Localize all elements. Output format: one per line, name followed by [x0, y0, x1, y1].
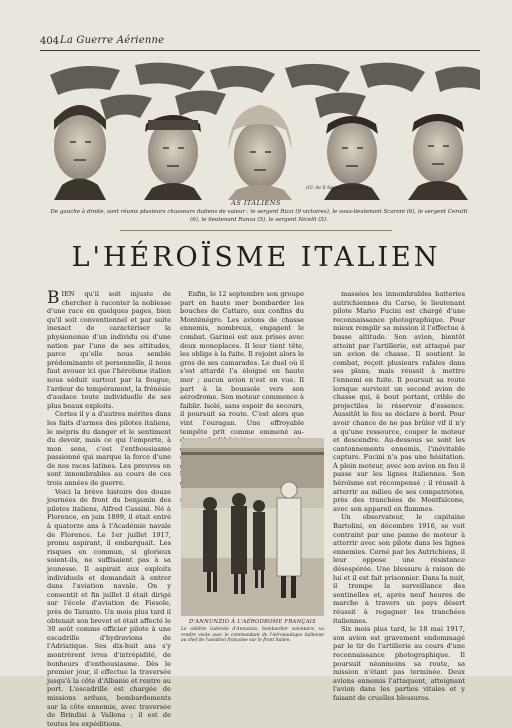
dannunzio-photo [181, 438, 324, 616]
portraits-caption-description: De gauche à droite, sont réunis plusieurs chasseurs italiens de valeur : le sergent Rizzi (9 victoires), le sous-lieutenant Scaroni (6), le sergent Cerutti (6), le lieutenant Ranza (5), le sergent Nicelli (5). [50, 209, 468, 223]
portraits-caption-title: AS ITALIENS [231, 199, 281, 207]
aerodrome-illustration [181, 438, 324, 616]
article-column-2 [180, 290, 304, 434]
photo-credit: (Cl. de Il Secolo Illustrato.) [306, 186, 368, 191]
article-paragraph: Un observateur, le capitaine Bartolini, en décembre 1916, se voit contraint par une panne de moteur à atterrir avec son pilote dans les lignes ennemies. Cerné par les Autrichiens, il leur oppose une résistance désespérée. Une blessure à raison de lui et il est fait prisonnier. Dans la nuit, il trompe la surveillance des sentinelles et, après neuf heures de marche à travers un pays désert réussit à regagner les tranchées italiennes. [333, 513, 465, 625]
portraits-illustration [40, 60, 480, 200]
article-paragraph: Certes il y a d'autres mérites dans les faits d'armes des pilotes italiens, le mépris du danger et le sentiment du devoir, mais ce qui l'emporte, à mon sens, c'est l'enthousiasme passionné qui marque la force d'une de nos races latines. Les preuves en sont innombrables au cours de ces trois années de guerre. [47, 410, 171, 488]
article-paragraph: massées les innombrables batteries autrichiennes du Carso, le lieutenant pilote Mario Fucini est chargé d'une reconnaissance photographique. Pour mieux remplir sa mission il l'effectue à basse altitude. Son avion, bientôt atteint par l'artillerie, est attaqué par un avion de chasse. Il soutient le combat, reçoit plusieurs rafales dans ses plans, mais réussit à mettre l'ennemi en fuite. Il poursuit sa route lorsque survient un second avion de chasse qui, à bout portant, crible de projectiles le réservoir d'essence. Aussitôt le feu se déclare à bord. Pour avoir chance de ne pas brûler vif il n'y a qu'une ressource, couper le moteur et descendre. Au-dessous se sont les cantonnements ennemis, l'inévitable capture. Fucini n'a pas une hésitation. À plein moteur, avec son avion en feu il passe sur les lignes italiennes. Son héroïsme est récompensé ; il réussit à atterrir au milieu de ses compatriotes, près des tranchées de Montfalcone, avec son appareil en flammes. [333, 290, 465, 513]
journal-title: La Guerre Aérienne [60, 35, 165, 46]
portrait-cerutti [228, 105, 292, 200]
portrait-nicelli [408, 114, 468, 200]
page-header [40, 36, 480, 50]
drop-cap: B [47, 288, 60, 308]
header-rule [40, 50, 480, 51]
title-rule [120, 230, 392, 231]
article-column-3 [333, 290, 465, 702]
page-number: 404 [40, 36, 60, 47]
photo-caption-title: D'ANNUNZIO À L'AÉRODROME FRANÇAIS [189, 619, 316, 625]
portrait-scaroni [144, 115, 202, 200]
article-paragraph: Voici la brève histoire des douze journées de front du benjamin des pilotes italiens, Alfred Cassini. Né à Florence, en juin 1899, il était entré à quatorze ans à l'Académie navale de Florence. Le 1er juillet 1917, promu aspirant, il embarquait. Les risques en commun, si glorieux soient-ils, ne suffisaient pas à sa jeunesse. Il aspirait aux exploits individuels et demandait à entrer dans l'aviation navale. On y consentit et fin juillet il était dirigé sur l'école d'aviation de Fiesole, près de Taranto. Un mois plus tard il obtenait son brevet et était affecté le 30 août comme officier pilote à une escadrille d'hydravions de l'Adriatique. Ses dix-huit ans s'y montrèrent ivres d'intrépidité, de bonheurs d'enthousiasme. Dès le premier jour, il effectue la traversée jusqu'à la côte d'Albanie et rentre au port. L'escadrille est chargée de missions ardues, bombardements sur la côte ennemie, avec traversée de Brindisi à Vallona ; il est de toutes les expéditions. [47, 487, 171, 728]
portrait-rizzi [54, 105, 106, 200]
photo-caption-text: Le célèbre Gabriele d'Annunzio, bombardier volontaire, va rendre visite avec le commandant de l'Aéronautique italienne au chef de l'aviation française sur le front italien. [181, 627, 324, 644]
article-paragraph: Six mois plus tard, le 18 mai 1917, son avion est gravement endommagé par le tir de l'artillerie au cours d'une reconnaissance photographique. Il poursuit néanmoins sa route, sa mission n'étant pas terminée. Deux avions ennemis l'attaquent, atteignant l'avion dans les parties vitales et y faisant de cruelles blessures. [333, 625, 465, 702]
article-paragraph: Enfin, le 12 septembre son groupe part en haute mer bombarder les bouches de Cattaro, aux confins du Monténégro. Les avions de chasse ennemis, nombreux, engagent le combat. Garinei est aux prises avec deux monoplaces. Il leur tient tête, les oblige à la fuite. Il rejoint alors le gros de ses camarades. Le duel où il s'est attardé l'a éloigné en haute mer ; aucun avion n'est en vue. Il part à la boussole vers son aérodrome. Son moteur commence à faiblir. Isolé, sans espoir de secours, il poursuit sa route. C'est alors que vint l'ouragan. Une effroyable tempête prit comme emmené au- [180, 290, 304, 436]
article-paragraph: BIEN qu'il soit injuste de chercher à raconter la noblesse d'une race en quelques pages, bien qu'il soit conventionnel et par suite inexact de caractériser la physionomie d'un individu ou d'une nation par l'une de ses attitudes, parce qu'elle nous semble prédominante et personnelle, il nous faut avouer ici que l'héroïsme italien nous séduit surtout par la fougue, l'ardeur de tempérament, la frénésie d'audace toute individuelle de ses plus beaux exploits. [47, 288, 171, 410]
article-column-1 [47, 288, 171, 728]
article-title: L'HÉROÏSME ITALIEN [71, 242, 441, 273]
portraits-photo [40, 60, 480, 200]
